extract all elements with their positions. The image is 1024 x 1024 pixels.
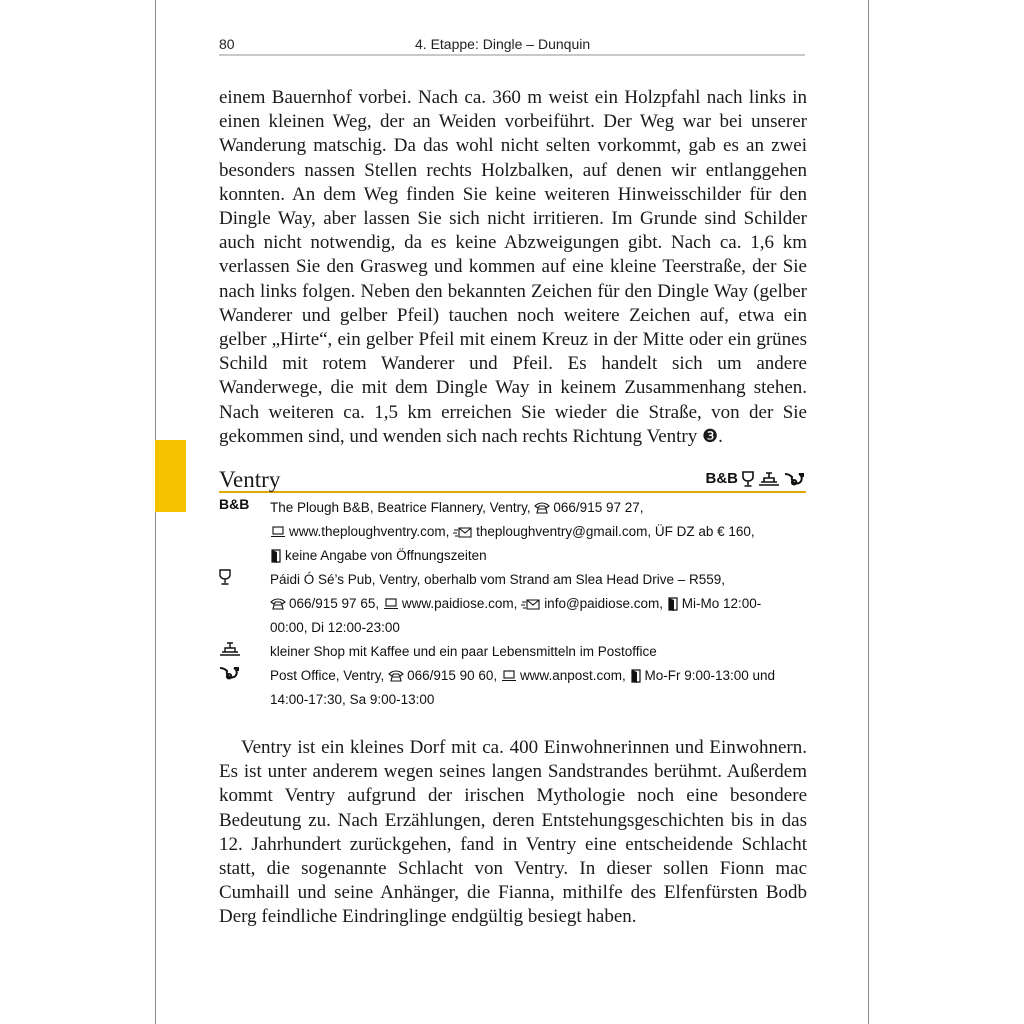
post-name: Post Office, Ventry,: [270, 668, 385, 683]
waypoint-marker: ❸: [702, 425, 719, 447]
bb-hours: keine Angabe von Öffnungszeiten: [285, 548, 487, 563]
pub-web-link[interactable]: www.paidiose.com,: [401, 596, 518, 611]
door-icon: [270, 549, 282, 563]
post-horn-icon: [219, 665, 239, 681]
section-heading: [219, 464, 806, 493]
bb-email[interactable]: theploughventry@gmail.com, ÜF DZ ab € 160,: [476, 524, 755, 539]
laptop-icon: [270, 526, 286, 538]
bb-web-link[interactable]: www.theploughventry.com,: [289, 524, 450, 539]
laptop-icon: [501, 670, 517, 682]
post-horn-icon: [784, 471, 804, 487]
section-icons: [706, 470, 805, 487]
paragraph-route-end: .: [718, 425, 723, 447]
paragraph-route-text: einem Bauernhof vorbei. Nach ca. 360 m weist ein Holzpfahl nach links in einen kleinen Weg, der an Weiden vorbeiführt. Der Weg war bei unserer Wanderung matschig. Da das wohl nicht selten vorkommt, gab es an zwei besonders nassen Stellen rechts Holzbalken, auf denen wir entlanggehen konnten. An dem Weg finden Sie keine weiteren Hinweisschilder für den Dingle Way, aber lassen Sie sich nicht irritieren. Im Grunde sind Schilder auch nicht notwendig, da es keine Abzweigungen gibt. Nach ca. 1,6 km verlassen Sie den Grasweg und kommen auf eine kleine Teerstraße, der Sie nach links folgen. Neben den bekannten Zeichen für den Dingle Way (gelber Wanderer und gelber Pfeil) tauchen noch weitere Zeichen auf, etwa ein gelber „Hirte“, ein gelber Pfeil mit einem Kreuz in der Mitte oder ein grünes Schild mit rotem Wanderer und Pfeil. Es handelt sich um andere Wanderwege, die mit dem Dingle Way in keinem Zusammenhang stehen. Nach weiteren ca. 1,5 km erreichen Sie wieder die Straße, von der Sie gekommen sind, und wenden sich nach rechts Richtung Ventry: [219, 87, 807, 447]
info-value-shop: [270, 640, 810, 664]
post-hours-cont: 14:00-17:30, Sa 9:00-13:00: [270, 692, 435, 707]
info-value-bb: [270, 496, 810, 568]
wine-glass-icon: [219, 569, 231, 585]
door-icon: [667, 597, 679, 611]
email-icon: [453, 526, 473, 538]
phone-icon: [534, 502, 550, 514]
info-key-shop: [219, 640, 259, 657]
page-number: 80: [219, 36, 235, 52]
info-value-post: [270, 664, 810, 712]
pub-phone[interactable]: 066/915 97 65,: [289, 596, 380, 611]
shop-scale-icon: [758, 471, 780, 487]
info-value-pub: [270, 568, 810, 640]
pub-hours-cont: 00:00, Di 12:00-23:00: [270, 620, 400, 635]
phone-icon: [388, 670, 404, 682]
shop-text: kleiner Shop mit Kaffee und ein paar Lebensmitteln im Postoffice: [270, 644, 657, 659]
running-header: [219, 35, 805, 56]
pub-hours: Mi-Mo 12:00-: [681, 596, 762, 611]
email-icon: [521, 598, 541, 610]
post-hours: Mo-Fr 9:00-13:00 und: [644, 668, 776, 683]
bb-phone[interactable]: 066/915 97 27,: [553, 500, 644, 515]
post-phone[interactable]: 066/915 90 60,: [407, 668, 498, 683]
paragraph-route: [219, 86, 807, 449]
pub-name: Páidi Ó Sé’s Pub, Ventry, oberhalb vom Strand am Slea Head Drive – R559,: [270, 572, 725, 587]
door-icon: [630, 669, 642, 683]
bb-name: The Plough B&B, Beatrice Flannery, Ventry,: [270, 500, 531, 515]
section-title: Ventry: [219, 467, 281, 492]
post-web-link[interactable]: www.anpost.com,: [519, 668, 626, 683]
shop-scale-icon: [219, 641, 241, 657]
paragraph-ventry: Ventry ist ein kleines Dorf mit ca. 400 Einwohnerinnen und Einwohnern. Es ist unter anderem wegen seines langen Sandstrandes berühmt. Außerdem kommt Ventry aufgrund der irischen Mythologie noch eine besondere Bedeutung zu. Nach Erzählungen, deren Entstehungsgeschichten bis in das 12. Jahrhundert zurückgehen, fand in Ventry eine entscheidende Schlacht statt, die sogenannte Schlacht von Ventry. In dieser sollen Fionn mac Cumhaill und seine Anhänger, die Fianna, mithilfe des Elfenfürsten Bodb Derg feindliche Eindringlinge endgültig besiegt haben.: [219, 737, 807, 928]
chapter-tab: [155, 440, 186, 512]
info-key-pub: [219, 568, 259, 585]
phone-icon: [270, 598, 286, 610]
laptop-icon: [383, 598, 399, 610]
bb-label: B&B: [705, 470, 738, 487]
info-key-post: [219, 664, 259, 681]
info-key-bb: B&B: [219, 496, 250, 512]
wine-glass-icon: [742, 471, 754, 487]
running-title: 4. Etappe: Dingle – Dunquin: [415, 36, 591, 52]
pub-email[interactable]: info@paidiose.com,: [544, 596, 663, 611]
